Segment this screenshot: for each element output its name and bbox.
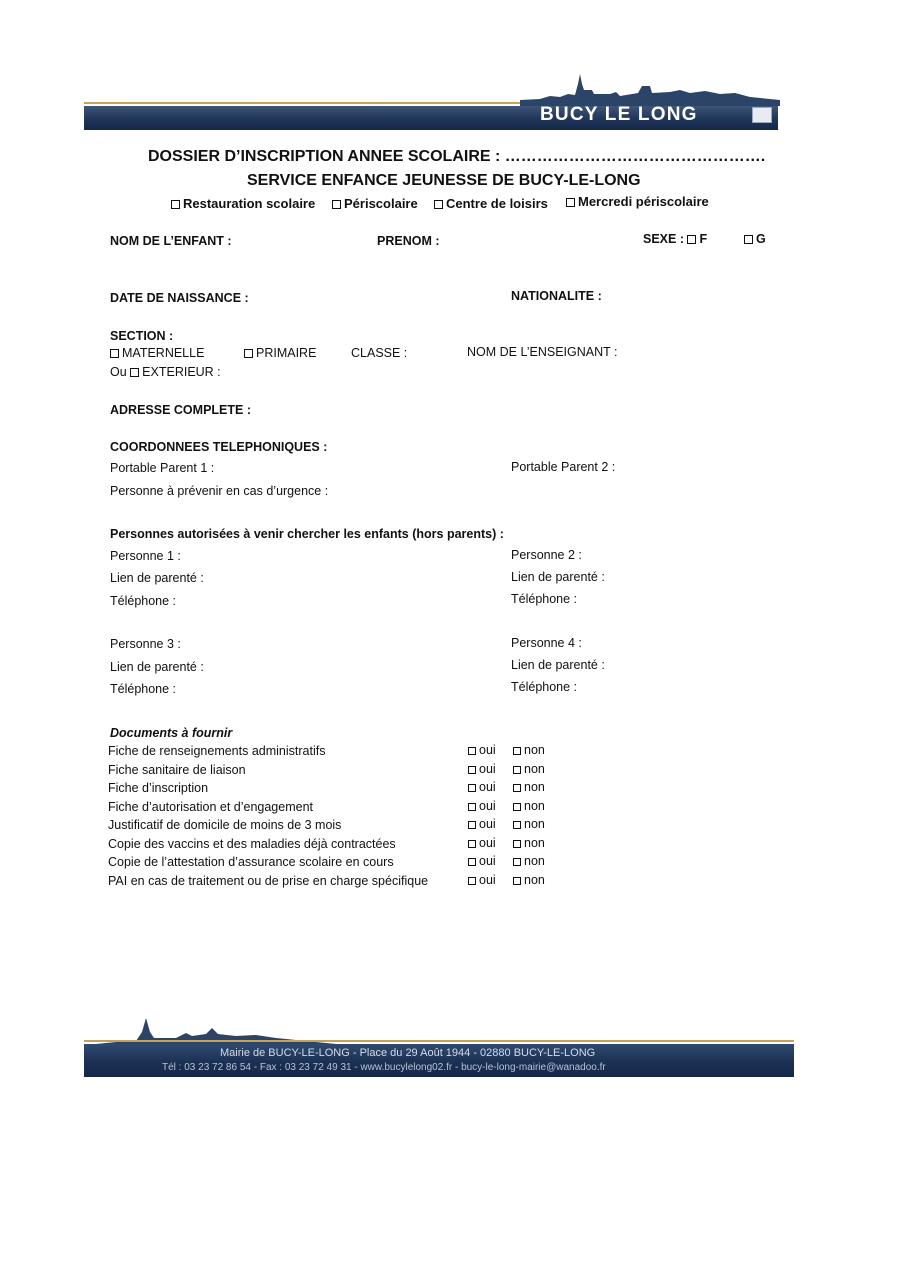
- checkbox-icon[interactable]: [513, 858, 521, 866]
- label-portable-1: Portable Parent 1 :: [110, 461, 215, 475]
- label-coordonnees: COORDONNEES TELEPHONIQUES :: [110, 440, 328, 454]
- checkbox-icon[interactable]: [513, 821, 521, 829]
- label-personnes-autorisees: Personnes autorisées à venir chercher les enfants (hors parents) :: [110, 527, 504, 541]
- checkbox-icon[interactable]: [244, 349, 253, 358]
- label-nom-enfant: NOM DE L’ENFANT :: [110, 234, 232, 248]
- label-nom-enseignant: NOM DE L’ENSEIGNANT :: [467, 345, 618, 359]
- footer-address: Mairie de BUCY-LE-LONG - Place du 29 Août 1944 - 02880 BUCY-LE-LONG: [220, 1047, 596, 1059]
- checkbox-icon[interactable]: [513, 747, 521, 755]
- village-skyline-icon: [520, 66, 780, 106]
- document-item: Fiche d’autorisation et d’engagement: [108, 800, 313, 814]
- checkbox-sexe-g[interactable]: [744, 235, 753, 244]
- coat-of-arms-icon: [752, 107, 772, 123]
- document-item: Copie des vaccins et des maladies déjà contractées: [108, 837, 396, 851]
- checkbox-icon[interactable]: [468, 858, 476, 866]
- documents-title: Documents à fournir: [110, 726, 233, 740]
- checkbox-icon[interactable]: [468, 803, 476, 811]
- checkbox-icon[interactable]: [513, 840, 521, 848]
- doc-non-option[interactable]: non: [513, 817, 545, 831]
- document-item: PAI en cas de traitement ou de prise en charge spécifique: [108, 874, 429, 888]
- checkbox-icon[interactable]: [513, 784, 521, 792]
- label-date-naissance: DATE DE NAISSANCE :: [110, 291, 249, 305]
- checkbox-icon[interactable]: [513, 877, 521, 885]
- checkbox-icon[interactable]: [468, 840, 476, 848]
- doc-oui-option[interactable]: oui: [468, 780, 496, 794]
- service-option-centre-loisirs[interactable]: Centre de loisirs: [434, 196, 548, 211]
- doc-oui-option[interactable]: oui: [468, 873, 496, 887]
- doc-non-option[interactable]: non: [513, 799, 545, 813]
- service-option-periscolaire[interactable]: Périscolaire: [332, 196, 418, 211]
- checkbox-icon[interactable]: [468, 784, 476, 792]
- label-adresse: ADRESSE COMPLETE :: [110, 403, 251, 417]
- label-portable-2: Portable Parent 2 :: [511, 460, 616, 474]
- doc-oui-option[interactable]: oui: [468, 836, 496, 850]
- checkbox-icon[interactable]: [513, 803, 521, 811]
- checkbox-icon[interactable]: [468, 821, 476, 829]
- doc-non-option[interactable]: non: [513, 762, 545, 776]
- doc-non-option[interactable]: non: [513, 836, 545, 850]
- footer-contact: Tél : 03 23 72 86 54 - Fax : 03 23 72 49 31 - www.bucylelong02.fr - bucy-le-long-mairie@wanadoo.fr: [162, 1062, 606, 1073]
- doc-oui-option[interactable]: oui: [468, 799, 496, 813]
- label-lien-1: Lien de parenté :: [110, 571, 204, 585]
- label-section: SECTION :: [110, 329, 174, 343]
- option-exterieur[interactable]: Ou EXTERIEUR :: [110, 365, 221, 379]
- label-nationalite: NATIONALITE :: [511, 289, 602, 303]
- form-title: DOSSIER D’INSCRIPTION ANNEE SCOLAIRE : ………………………………………….: [148, 148, 766, 165]
- label-telephone-2: Téléphone :: [511, 592, 578, 606]
- label-lien-2: Lien de parenté :: [511, 570, 605, 584]
- sexe-g-option[interactable]: G: [744, 232, 766, 246]
- checkbox-icon[interactable]: [566, 198, 575, 207]
- label-personne-4: Personne 4 :: [511, 636, 582, 650]
- doc-non-option[interactable]: non: [513, 854, 545, 868]
- footer-gold-line: [84, 1040, 794, 1042]
- document-item: Fiche de renseignements administratifs: [108, 744, 326, 758]
- label-lien-4: Lien de parenté :: [511, 658, 605, 672]
- sexe-group: SEXE : F: [643, 232, 708, 246]
- label-personne-1: Personne 1 :: [110, 549, 181, 563]
- label-prenom: PRENOM :: [377, 234, 440, 248]
- checkbox-icon[interactable]: [332, 200, 341, 209]
- label-lien-3: Lien de parenté :: [110, 660, 204, 674]
- doc-non-option[interactable]: non: [513, 780, 545, 794]
- doc-oui-option[interactable]: oui: [468, 743, 496, 757]
- form-subtitle: SERVICE ENFANCE JEUNESSE DE BUCY-LE-LONG: [247, 172, 641, 189]
- checkbox-icon[interactable]: [171, 200, 180, 209]
- option-primaire[interactable]: PRIMAIRE: [244, 346, 316, 360]
- service-option-mercredi[interactable]: Mercredi périscolaire: [566, 194, 709, 209]
- checkbox-icon[interactable]: [434, 200, 443, 209]
- label-urgence: Personne à prévenir en cas d’urgence :: [110, 484, 329, 498]
- document-item: Copie de l’attestation d’assurance scolaire en cours: [108, 855, 394, 869]
- doc-non-option[interactable]: non: [513, 873, 545, 887]
- doc-oui-option[interactable]: oui: [468, 854, 496, 868]
- checkbox-icon[interactable]: [468, 877, 476, 885]
- label-personne-3: Personne 3 :: [110, 637, 181, 651]
- checkbox-sexe-f[interactable]: [687, 235, 696, 244]
- checkbox-icon[interactable]: [468, 747, 476, 755]
- option-maternelle[interactable]: MATERNELLE: [110, 346, 204, 360]
- document-item: Fiche d’inscription: [108, 781, 209, 795]
- doc-oui-option[interactable]: oui: [468, 762, 496, 776]
- label-personne-2: Personne 2 :: [511, 548, 582, 562]
- checkbox-icon[interactable]: [110, 349, 119, 358]
- checkbox-icon[interactable]: [513, 766, 521, 774]
- header-brand: BUCY LE LONG: [540, 104, 698, 125]
- checkbox-icon[interactable]: [468, 766, 476, 774]
- document-item: Justificatif de domicile de moins de 3 mois: [108, 818, 342, 832]
- label-telephone-1: Téléphone :: [110, 594, 177, 608]
- document-item: Fiche sanitaire de liaison: [108, 763, 246, 777]
- service-option-restauration[interactable]: Restauration scolaire: [171, 196, 315, 211]
- label-classe: CLASSE :: [351, 346, 408, 360]
- doc-oui-option[interactable]: oui: [468, 817, 496, 831]
- village-skyline-icon: [96, 1014, 336, 1048]
- label-telephone-4: Téléphone :: [511, 680, 578, 694]
- label-telephone-3: Téléphone :: [110, 682, 177, 696]
- checkbox-icon[interactable]: [130, 368, 139, 377]
- doc-non-option[interactable]: non: [513, 743, 545, 757]
